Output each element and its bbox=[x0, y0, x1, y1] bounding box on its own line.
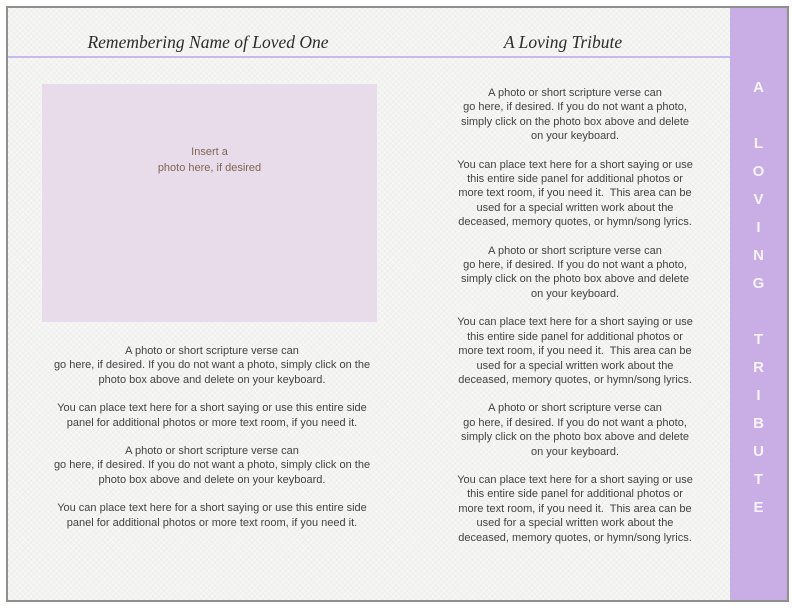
text-line: simply click on the photo box above and delete bbox=[460, 273, 690, 286]
ribbon-letter: U bbox=[753, 443, 764, 460]
text-line: used for a special written work about the bbox=[476, 201, 674, 214]
text-line: more text room, if you need it. This area can be bbox=[458, 187, 692, 200]
right-paragraph bbox=[420, 244, 730, 302]
text-line: go here, if desired. If you do not want a photo, bbox=[463, 101, 687, 114]
text-line: You can place text here for a short saying or use bbox=[457, 316, 693, 329]
right-paragraph bbox=[420, 401, 730, 459]
photo-placeholder-text: photo here, if desired bbox=[157, 162, 262, 174]
left-paragraph bbox=[39, 444, 385, 487]
ribbon-letter: A bbox=[753, 79, 764, 96]
right-paragraph bbox=[420, 473, 730, 545]
text-line: on your keyboard. bbox=[530, 130, 620, 143]
ribbon-letter: G bbox=[752, 275, 765, 292]
left-paragraph bbox=[39, 501, 385, 530]
text-line: on your keyboard. bbox=[530, 445, 620, 458]
ribbon-letter: B bbox=[753, 415, 764, 432]
text-line: A photo or short scripture verse can bbox=[125, 445, 299, 458]
ribbon-letter: E bbox=[753, 499, 764, 516]
text-line: simply click on the photo box above and delete bbox=[460, 115, 690, 128]
right-paragraph bbox=[420, 86, 730, 144]
ribbon-letter: V bbox=[753, 191, 764, 208]
tribute-side-ribbon bbox=[730, 8, 787, 600]
text-line: A photo or short scripture verse can bbox=[488, 244, 662, 257]
text-line: this entire side panel for additional photos or bbox=[467, 488, 683, 501]
text-line: A photo or short scripture verse can bbox=[488, 87, 662, 99]
ribbon-letter bbox=[730, 298, 787, 326]
photo-placeholder-box[interactable] bbox=[42, 84, 377, 322]
ribbon-vertical-label bbox=[730, 74, 787, 522]
ribbon-letter: I bbox=[756, 387, 761, 404]
left-page-text-column bbox=[39, 344, 385, 544]
ribbon-letter: T bbox=[753, 471, 764, 488]
photo-placeholder-text: Insert a bbox=[191, 146, 228, 158]
ribbon-letter: T bbox=[753, 331, 764, 348]
text-line: A photo or short scripture verse can bbox=[125, 345, 299, 357]
text-line: go here, if desired. If you do not want a photo, simply click on the bbox=[53, 359, 371, 372]
text-line: used for a special written work about the bbox=[476, 517, 674, 530]
right-paragraph bbox=[420, 158, 730, 230]
text-line: more text room, if you need it. This area can be bbox=[458, 345, 692, 358]
text-line: deceased, memory quotes, or hymn/song lyrics. bbox=[458, 531, 692, 544]
right-page-text-column bbox=[420, 86, 730, 559]
text-line: You can place text here for a short saying or use this entire side bbox=[57, 502, 367, 515]
text-line: simply click on the photo box above and delete bbox=[460, 431, 690, 444]
left-paragraph bbox=[39, 401, 385, 430]
text-line: deceased, memory quotes, or hymn/song lyrics. bbox=[458, 373, 692, 386]
text-line: more text room, if you need it. This area can be bbox=[458, 502, 692, 515]
left-paragraph bbox=[39, 344, 385, 387]
text-line: go here, if desired. If you do not want a photo, bbox=[463, 259, 687, 272]
text-line: go here, if desired. If you do not want a photo, bbox=[463, 416, 687, 429]
ribbon-letter: N bbox=[753, 247, 764, 264]
ribbon-letter: I bbox=[756, 219, 761, 236]
text-line: used for a special written work about the bbox=[476, 359, 674, 372]
text-line: You can place text here for a short saying or use bbox=[457, 473, 693, 486]
text-line: You can place text here for a short saying or use this entire side bbox=[57, 402, 367, 415]
text-line: on your keyboard. bbox=[530, 287, 620, 300]
text-line: photo box above and delete on your keyboard. bbox=[98, 473, 326, 486]
left-page-title: Remembering Name of Loved One bbox=[87, 32, 329, 52]
right-paragraph bbox=[420, 315, 730, 387]
text-line: A photo or short scripture verse can bbox=[488, 402, 662, 415]
text-line: go here, if desired. If you do not want a photo, simply click on the bbox=[53, 459, 371, 472]
header-underline bbox=[8, 56, 730, 58]
text-line: panel for additional photos or more text room, if you need it. bbox=[66, 416, 358, 429]
text-line: this entire side panel for additional photos or bbox=[467, 173, 683, 186]
text-line: You can place text here for a short saying or use bbox=[457, 158, 693, 171]
text-line: deceased, memory quotes, or hymn/song lyrics. bbox=[458, 216, 692, 229]
ribbon-letter: O bbox=[752, 163, 765, 180]
ribbon-letter: L bbox=[753, 135, 764, 152]
ribbon-letter: R bbox=[753, 359, 764, 376]
text-line: photo box above and delete on your keyboard. bbox=[98, 373, 326, 386]
program-sheet bbox=[6, 6, 789, 602]
ribbon-letter bbox=[730, 102, 787, 130]
text-line: this entire side panel for additional photos or bbox=[467, 330, 683, 343]
text-line: panel for additional photos or more text room, if you need it. bbox=[66, 516, 358, 529]
right-page-title: A Loving Tribute bbox=[503, 32, 623, 52]
